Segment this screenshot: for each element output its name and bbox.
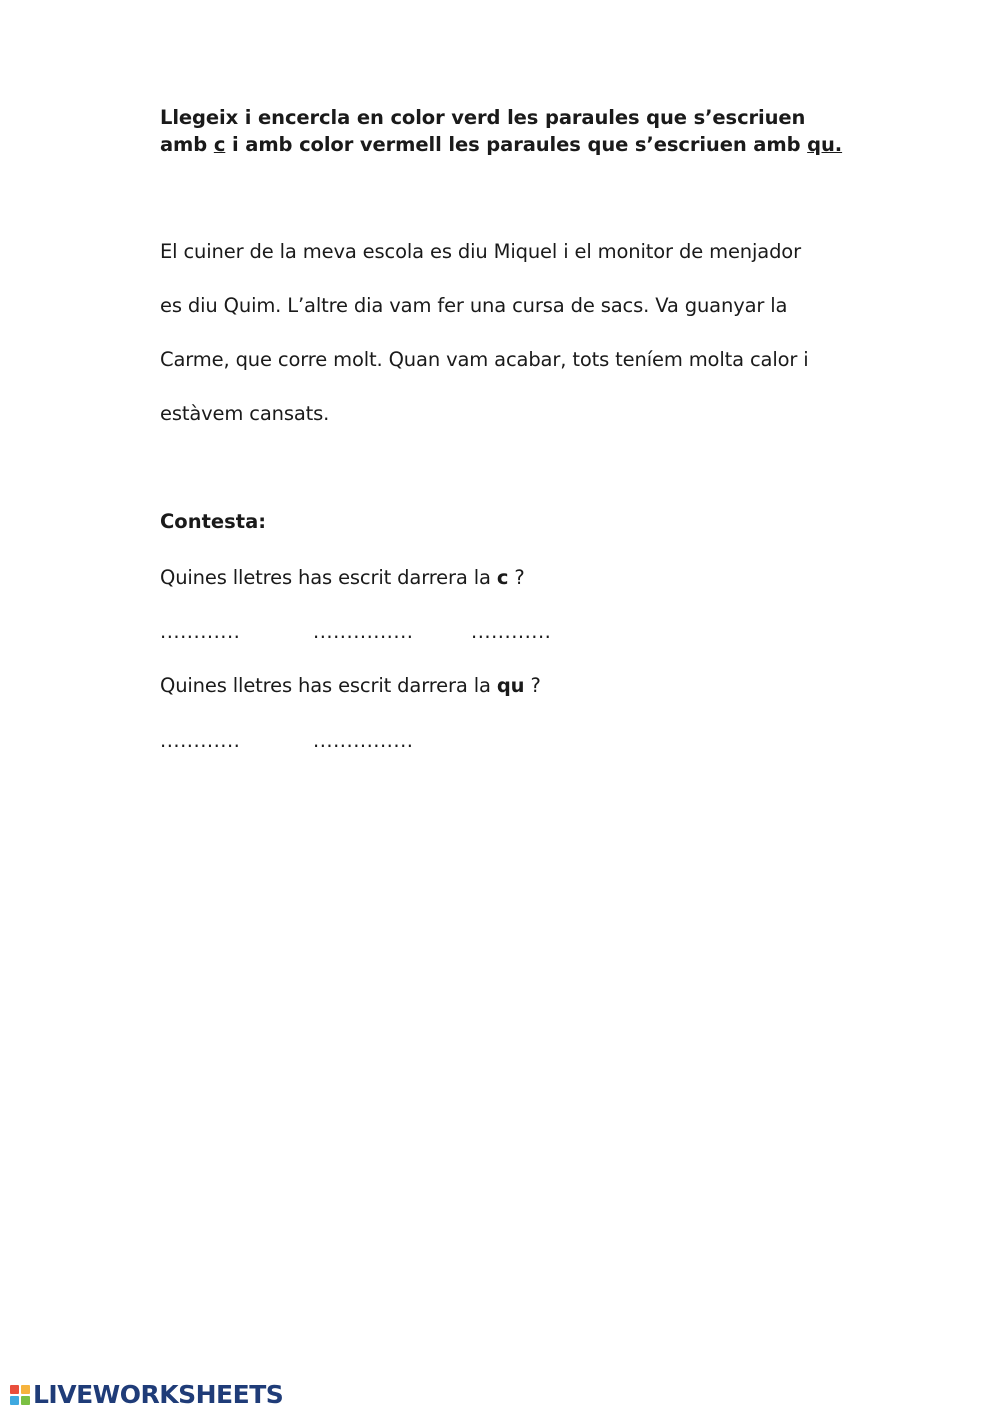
instruction-part-1: Llegeix i encercla en color verd les paraules que s’escriuen amb — [160, 106, 806, 156]
answer-blank[interactable]: ............ — [160, 620, 241, 643]
answer-blank[interactable]: ............... — [313, 620, 414, 643]
answer-blank[interactable]: ............ — [160, 729, 241, 752]
logo-block — [21, 1385, 30, 1394]
logo-blocks-icon — [10, 1385, 30, 1405]
logo-block — [10, 1396, 19, 1405]
answer-blank[interactable]: ............ — [471, 620, 552, 643]
passage-line: es diu Quim. L’altre dia vam fer una cursa de sacs. Va guanyar la — [160, 294, 788, 317]
instruction-letter-c: c — [213, 133, 226, 156]
section-title: Contesta: — [160, 510, 267, 533]
logo-text: LIVEWORKSHEETS — [33, 1380, 284, 1409]
question-1-prefix: Quines lletres has escrit darrera la — [160, 566, 497, 589]
question-1-letter: c — [496, 566, 509, 589]
question-2-suffix: ? — [524, 674, 541, 697]
question-1 — [160, 566, 525, 590]
question-1-suffix: ? — [508, 566, 525, 589]
instruction-part-2: i amb color vermell les paraules que s’escriuen amb — [225, 133, 808, 156]
passage-line: Carme, que corre molt. Quan vam acabar, tots teníem molta calor i — [160, 348, 809, 371]
question-2-letter: qu — [496, 674, 525, 697]
question-2 — [160, 674, 541, 698]
instruction-letter-qu: qu. — [807, 133, 843, 156]
question-2-prefix: Quines lletres has escrit darrera la — [160, 674, 497, 697]
passage-line: estàvem cansats. — [160, 402, 330, 425]
instruction-text — [160, 104, 850, 158]
answer-blank[interactable]: ............... — [313, 729, 414, 752]
logo-block — [21, 1396, 30, 1405]
liveworksheets-logo[interactable] — [10, 1380, 283, 1410]
passage-line: El cuiner de la meva escola es diu Miquel i el monitor de menjador — [160, 240, 801, 263]
logo-block — [10, 1385, 19, 1394]
